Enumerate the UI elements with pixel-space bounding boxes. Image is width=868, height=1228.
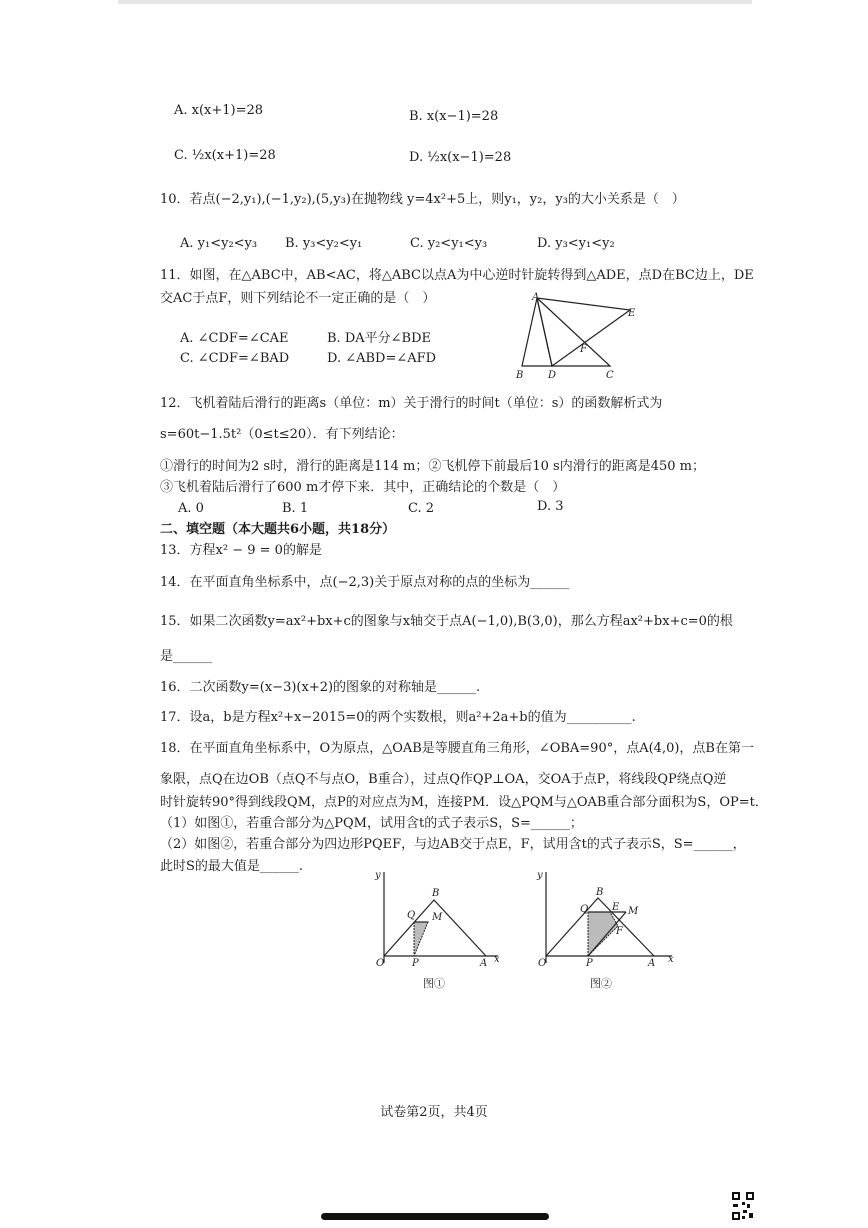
fig1-label-q: Q [407,910,416,921]
q12-line3: ①滑行的时间为2 s时，滑行的距离是114 m；②飞机停下前最后10 s内滑行的距离是450 m； [160,459,705,474]
fig2-label-m: M [628,906,639,917]
q11-option-c: C. ∠CDF=∠BAD [180,351,290,366]
q14: 14．在平面直角坐标系中，点(−2,3)关于原点对称的点的坐标为______ [160,575,570,590]
q11-label-a: A [532,292,540,303]
q12-option-c: C. 2 [408,501,435,516]
q11-option-d: D. ∠ABD=∠AFD [327,351,437,366]
fig1-label-y: y [375,870,381,881]
q10-option-c: C. y₂<y₁<y₃ [410,236,488,251]
q15-line2: 是______ [160,649,213,664]
q18-line3: 时针旋转90°得到线段QM，点P的对应点为M，连接PM．设△PQM与△OAB重合部分面积为S，OP=t． [160,795,768,810]
fig2-label-p: P [586,958,593,968]
fig1-label-p: P [412,958,419,968]
fig1-label-a: A [480,958,488,968]
q9-option-d: D. ½x(x−1)=28 [409,150,512,165]
q12-option-a: A. 0 [178,501,204,516]
q9-option-a: A. x(x+1)=28 [174,103,264,118]
q11-option-a: A. ∠CDF=∠CAE [180,331,289,346]
home-indicator[interactable] [321,1213,549,1220]
fig2-label-o: O [538,958,547,968]
q13: 13．方程x² − 9 = 0的解是 [160,543,322,558]
top-bar [118,0,752,4]
q11-line2: 交AC于点F，则下列结论不一定正确的是（ ） [160,291,436,306]
q11-triangle-figure [510,290,650,382]
q11-line1: 11．如图，在△ABC中，AB<AC，将△ABC以点A为中心逆时针旋转得到△ADE，点D在BC边上，DE [160,268,754,283]
q10-option-b: B. y₃<y₂<y₁ [285,236,363,251]
q18-line1: 18．在平面直角坐标系中，O为原点，△OAB是等腰直角三角形，∠OBA=90°，点A(4,0)，点B在第一 [160,741,754,756]
fig1-label-o: O [376,958,385,968]
section-heading: 二、填空题（本大题共6小题，共18分） [160,522,396,537]
fig2-label-f: F [616,926,623,937]
q9-option-c: C. ½x(x+1)=28 [174,148,276,163]
q18-line5: （2）如图②，若重合部分为四边形PQEF，与边AB交于点E，F，试用含t的式子表示S，S=______， [160,837,746,852]
q11-option-b: B. DA平分∠BDE [327,331,431,346]
q12-line1: 12．飞机着陆后滑行的距离s（单位：m）关于滑行的时间t（单位：s）的函数解析式为 [160,396,663,411]
q9-option-b: B. x(x−1)=28 [409,109,499,124]
fig2-label-q: Q [580,904,589,915]
fig2-label-y: y [537,870,543,881]
fig1-label-b: B [432,888,440,899]
q10-stem: 10．若点(−2,y₁),(−1,y₂),(5,y₃)在抛物线 y=4x²+5上，则y₁，y₂，y₃的大小关系是（ ） [160,192,685,207]
q12-line2: s=60t−1.5t²（0≤t≤20）．有下列结论： [160,427,404,442]
page-footer: 试卷第2页，共4页 [380,1105,488,1120]
q18-line4: （1）如图①，若重合部分为△PQM，试用含t的式子表示S，S=______； [160,816,583,831]
q18-line6: 此时S的最大值是______. [160,859,304,874]
q18-figure-2 [530,868,678,968]
q17: 17．设a，b是方程x²+x−2015=0的两个实数根，则a²+2a+b的值为__________. [160,710,636,725]
fig1-caption: 图① [423,977,445,990]
fig2-label-b: B [596,887,604,898]
q15-line1: 15．如果二次函数y=ax²+bx+c的图象与x轴交于点A(−1,0),B(3,0)，那么方程ax²+bx+c=0的根 [160,614,733,629]
q11-label-c: C [606,370,614,381]
q12-option-b: B. 1 [282,501,309,516]
fig2-label-a: A [648,958,656,968]
q10-option-a: A. y₁<y₂<y₃ [180,236,258,251]
q18-line2: 象限，点Q在边OB（点Q不与点O，B重合），过点Q作QP⊥OA，交OA于点P，将线段QP绕点Q逆 [160,772,727,787]
q10-option-d: D. y₃<y₁<y₂ [537,236,615,251]
q11-label-f: F [580,344,587,355]
fig2-label-e: E [612,902,620,913]
qr-code-icon [731,1191,755,1221]
fig1-label-m: M [432,912,443,923]
q16: 16．二次函数y=(x−3)(x+2)的图象的对称轴是______. [160,680,481,695]
q11-label-b: B [516,370,524,381]
fig2-caption: 图② [590,977,612,990]
q12-option-d: D. 3 [537,499,564,514]
q12-line4: ③飞机着陆后滑行了600 m才停下来．其中，正确结论的个数是（ ） [160,480,566,495]
q11-label-e: E [628,308,636,319]
fig2-label-x: x [668,954,674,965]
fig1-label-x: x [494,954,500,965]
q18-figure-1 [368,868,504,968]
q11-label-d: D [548,370,557,381]
